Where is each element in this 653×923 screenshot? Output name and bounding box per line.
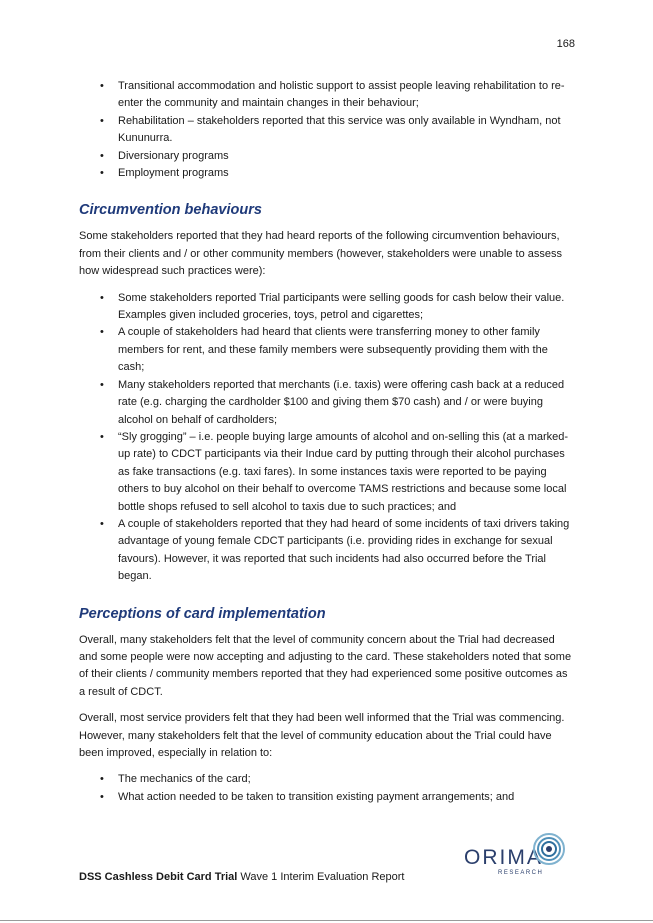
perceptions-heading: Perceptions of card implementation <box>79 605 326 622</box>
circumvention-heading: Circumvention behaviours <box>79 202 262 219</box>
list-item: • Diversionary programs <box>79 148 576 165</box>
perceptions-paragraph-1: Overall, many stakeholders felt that the level of community concern about the Trial had decreased and some people were now accepting and adjusting to the card. These stakeholders noted that some of their clients / community members reported that they had experienced some positive outcomes as a result of CDCT. <box>79 633 572 698</box>
page-number: 168 <box>556 38 575 50</box>
perceptions-paragraph-2: Overall, most service providers felt that they had been well informed that the Trial was commencing. However, many stakeholders felt that the level of community education about the Trial could have been improved, especially in relation to: <box>79 712 565 759</box>
circumvention-list <box>79 290 576 586</box>
circumvention-intro: Some stakeholders reported that they had heard reports of the following circumvention behaviours, from their clients and / or other community members (however, stakeholders were unable to assess how widespread such practices were): <box>79 230 562 278</box>
orima-logo <box>464 832 569 882</box>
list-item: • “Sly grogging” – i.e. people buying large amounts of alcohol and on-selling this (at a marked-up rate) to CDCT participants via their Indue card by putting through their alcohol purchases as fake transactions (e.g. taxi fares). In some instances taxis were reported to be paying others to buy alcohol on their behalf to overcome TAMS restrictions and because some local bottle shops refused to sell alcohol to taxis due to such practices; and <box>79 429 576 516</box>
page-bottom-divider <box>0 920 653 921</box>
list-item: • Many stakeholders reported that merchants (i.e. taxis) were offering cash back at a reduced rate (e.g. charging the cardholder $100 and giving them $70 cash) and / or were buying alcohol on behalf of cardholders; <box>79 377 576 429</box>
footer-title <box>79 871 404 883</box>
list-item: • The mechanics of the card; <box>79 771 576 788</box>
logo-wordmark: ORIMA <box>464 846 543 869</box>
education-list <box>79 771 576 806</box>
list-item: • A couple of stakeholders reported that they had heard of some incidents of taxi drivers taking advantage of young female CDCT participants (i.e. providing rides in exchange for sexual favours). However, it was reported that such incidents had also occurred before the Trial began. <box>79 516 576 586</box>
list-item: • What action needed to be taken to transition existing payment arrangements; and <box>79 789 576 806</box>
list-item: • Transitional accommodation and holistic support to assist people leaving rehabilitation to re-enter the community and maintain changes in their behaviour; <box>79 78 576 113</box>
services-list <box>79 78 576 182</box>
list-item: • Employment programs <box>79 165 576 182</box>
document-body <box>79 78 576 806</box>
list-item: • Rehabilitation – stakeholders reported that this service was only available in Wyndham, not Kununurra. <box>79 113 576 148</box>
logo-subtitle: RESEARCH <box>498 870 544 876</box>
list-item: • Some stakeholders reported Trial participants were selling goods for cash below their value. Examples given included groceries, toys, petrol and cigarettes; <box>79 290 576 325</box>
footer-title-bold: DSS Cashless Debit Card Trial <box>79 871 238 883</box>
footer-title-rest: Wave 1 Interim Evaluation Report <box>237 871 405 883</box>
orima-logo-icon <box>532 832 566 866</box>
list-item: • A couple of stakeholders had heard that clients were transferring money to other family members for rent, and these family members were subsequently providing them with the cash; <box>79 324 576 376</box>
